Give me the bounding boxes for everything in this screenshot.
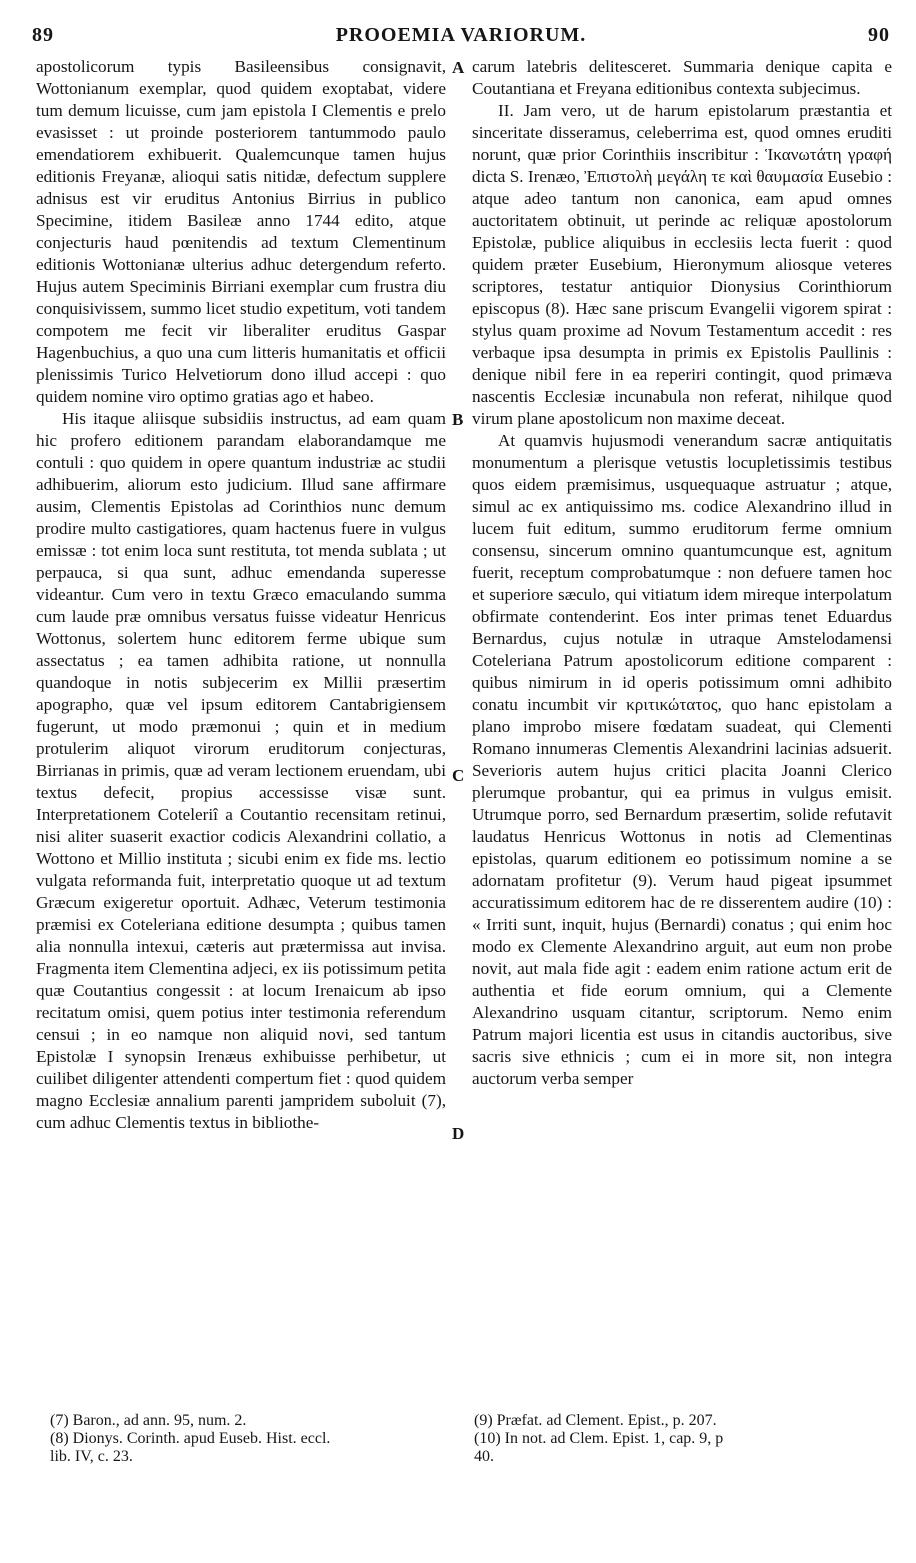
right-paragraph-2: II. Jam vero, ut de harum epistolarum præstantia et sinceritate disseramus, celeberrima est, quod omnes eruditi norunt, quæ prior Corinthiis inscribitur : Ἱκανωτάτη γραφή dicta S. Irenæo, Ἐπιστολὴ μεγάλη τε καὶ θαυμασία Eusebio : atque adeo tantum non canonica, eam apud omnes auctoritatem obtinuit, ut perinde ac reliquæ apostolorum Epistolæ, publice aliquibus in ecclesiis lecta fuerit : quod quidem præter Eusebium, Hieronymum aliosque veteres scriptores, testatur antiquior Dionysius Corinthiorum episcopus (8). Hæc sane priscum Evangelii vigorem spirat : stylus quam proxime ad Novum Testamentum accedit : res verbaque ipsa desumpta in primis ex Epistolis Paullinis : denique nibil fere in ea reperiri contingit, quod primævа nascentis Ecclesiæ incunabula non referat, nihilque quod virum plane apostolicum non maxime deceat.: [472, 101, 892, 428]
right-paragraph-1: carum latebris delitesceret. Summaria denique capita e Coutantiana et Freyana editionibus contexta subjecimus.: [472, 57, 892, 98]
margin-letter-d: D: [452, 1124, 465, 1143]
footnote-7: (7) Baron., ad ann. 95, num. 2.: [50, 1412, 247, 1429]
page-header: [32, 24, 890, 54]
margin-letter-a: A: [452, 58, 465, 77]
right-paragraph-3: At quamvis hujusmodi venerandum sacræ antiquitatis monumentum a plerisque vetustis locupletissimis testibus quos eidem præmisimus, usquequaque astruatur ; atque, simul ac ex antiquissimo ms. codice Alexandrino illud in lucem fuit editum, summo eruditorum ferme omnium consensu, sincerum omnino quantumcunque est, agnitum fuerit, receptum comprobatumque : non defuere tamen hoc et superiore sæculo, qui vitiatum idem mireque interpolatum obfirmate contenderint. Eos inter primas tenet Eduardus Bernardus, cujus notulæ in utraque Amstelodamensi Coteleriana Patrum apostolicorum editione comparent : quibus nimirum in id operis potissimum omni adhibito conatu incumbit vir κριτικώτατος, quo hanc epistolam a plano improbo misere fœdatam suadeat, qui Clementi Romano innumeras Clementis Alexandrini lacinias adsuerit. Severioris autem hujus critici placita Joanni Clerico plerumque probantur, qui ea primus in vulgus emisit. Utrumque porro, sed Bernardum præsertim, solide refutavit laudatus Henricus Wottonus in notis ad Clementinas epistolas, quarum editionem eo potissimum nomine a se adornatam profitetur (9). Verum haud pigeat ipsummet accuratissimum editorem hac de re disserentem audire (10) : « Irriti sunt, inquit, hujus (Bernardi) conatus ; qui enim hoc modo ex Clemente Alexandrino arguit, aut eum non probe novit, aut mala fide agit : eadem enim ratione actum erit de authentia et fide eorum omnium, qui a Clemente Alexandrino usquam citantur, scriptorum. Nemo enim Patrum majori licentia est usus in citandis auctoribus, sive sacris sive ethnicis ; cum ei in more sit, non integra auctorum verba semper: [472, 431, 892, 1088]
running-title: PROOEMIA VARIORUM.: [335, 24, 587, 46]
right-column: [472, 56, 892, 1090]
margin-letter-c: C: [452, 766, 465, 785]
left-paragraph-1: apostolicorum typis Basileensibus consignavit, Wottonianum exemplar, quod quidem exoptabat, videre tum demum licuisse, cum jam epistola I Clementis e prelo evasisset : ut proinde posteriorem tantummodo paulo emendatiorem exhibuerit. Qualemcunque tamen hujus editionis Freyanæ, alioqui satis nitidæ, defectum supplere adnisus est vir eruditus Antonius Birrius in publico Specimine, itidem Basileæ anno 1744 edito, atque conjecturis haud pœnitendis ad textum Clementinum editionis Wottonianæ ulterius adhuc detergendum referto. Hujus autem Speciminis Birriani exemplar cum frustra diu conquisivissem, summo licet studio expetitum, voti tandem compotem me fecit vir liberaliter eruditus Gaspar Hagenbuchius, a quo una cum litteris humanitatis et officii plenissimis Turico Helvetiorum dono illud accepi : quo quidem nomine viro optimo gratias ago et habeo.: [36, 57, 446, 406]
page-number-right: 90: [868, 24, 890, 46]
footnotes-left: [50, 1412, 450, 1466]
page-number-left: 89: [32, 24, 54, 46]
footnote-8-continued: lib. IV, c. 23.: [50, 1448, 133, 1465]
footnotes-right: [474, 1412, 894, 1466]
footnote-10-continued: 40.: [474, 1448, 494, 1465]
footnote-9: (9) Præfat. ad Clement. Epist., p. 207.: [474, 1412, 717, 1429]
left-column: [36, 56, 446, 1134]
margin-letter-b: B: [452, 410, 464, 429]
left-paragraph-2: His itaque aliisque subsidiis instructus, ad eam quam hic profero editionem parandam elaborandamque me contuli : quo quidem in opere quantum industriæ ac studii adhibuerim, aliorum esto judicium. Illud sane affirmare ausim, Clementis Epistolas ad Corinthios nunc demum prodire multo castigatiores, quam hactenus fuere in vulgus emissæ : tot enim loca sunt restituta, tot menda sublata ; ut perpauca, si qua sunt, adhuc emendanda superesse videantur. Cum vero in textu Græco emaculando summa cum laude præ omnibus versatus fuisse videatur Henricus Wottonus, solertem hunc editorem ferme ubique sum assectatus ; ea tamen adhibita ratione, ut nonnulla quandoque in notis subjecerim ex Millii præsertim apographo, quæ vel ipsum editorem Cantabrigiensem fugerunt, ut modo præmonui ; quin et in medium protulerim aliquot virorum eruditorum conjecturas, Birrianas in primis, quæ ad veram lectionem eruendam, ubi textus defecit, propius accessisse visæ sunt. Interpretationem Coteleriî a Coutantio recensitam retinui, nisi aliter suaserit exactior codicis Alexandrini collatio, a Wottono et Millio instituta ; sicubi enim ex fide ms. lectio vulgata reformanda fuit, interpretatio quoque ut ad textum Græcum exigeretur oportuit. Adhæc, Veterum testimonia præmisi ex Coteleriana editione desumpta ; quibus tamen alia nonnulla intexui, cæteris aut prætermissa aut invisa. Fragmenta item Clementina adjeci, ex iis potissimum petita quæ Coutantius congessit : at locum Irenaicum ab ipso recitatum omisi, quem potius inter testimonia referendum censui ; in eo namque non aliquid novi, sed tantum Epistolæ I synopsin Irenæus exhibuisse perhibetur, ut cuilibet diligenter attendenti compertum fiet : quod quidem magno Ecclesiæ annalium parenti jampridem suboluit (7), cum adhuc Clementis textus in bibliothe-: [36, 409, 446, 1132]
footnote-8: (8) Dionys. Corinth. apud Euseb. Hist. eccl.: [50, 1430, 331, 1447]
footnote-10: (10) In not. ad Clem. Epist. 1, cap. 9, p: [474, 1430, 724, 1447]
